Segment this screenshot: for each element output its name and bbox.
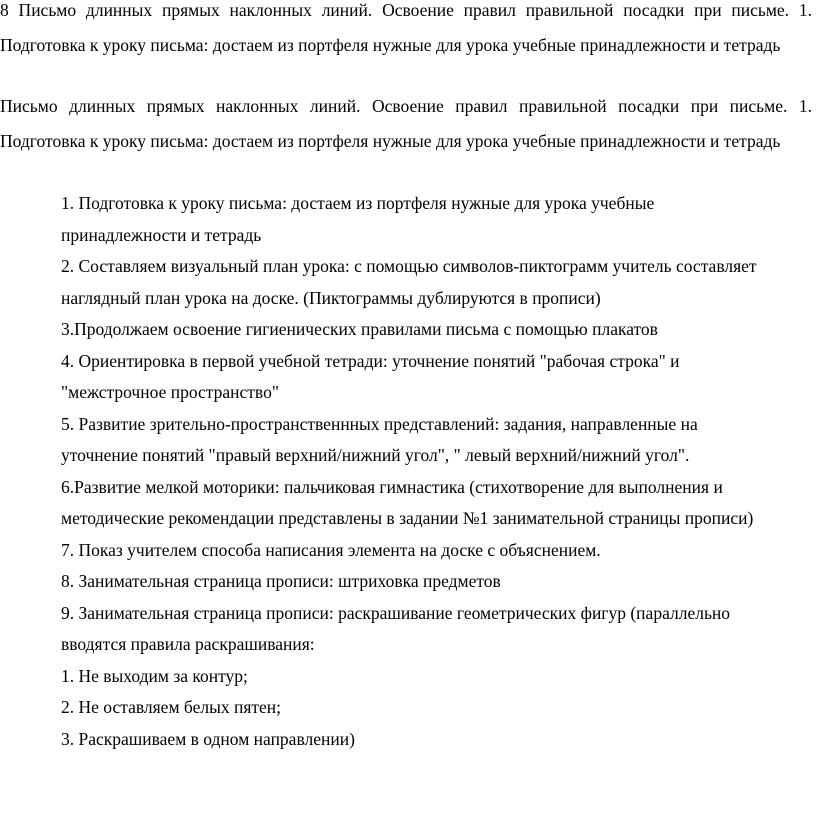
- list-line: методические рекомендации представлены в задании №1 занимательной страницы прописи): [61, 508, 754, 528]
- list-line: наглядный план урока на доске. (Пиктограммы дублируются в прописи): [61, 287, 601, 308]
- list-line: принадлежности и тетрадь: [61, 224, 262, 245]
- list-line: 1. Не выходим за контур;: [61, 665, 248, 686]
- list-line: 8. Занимательная страница прописи: штриховка предметов: [61, 571, 501, 591]
- list-line: 3. Раскрашиваем в одном направлении): [61, 728, 355, 749]
- repeated-paragraph: [0, 90, 812, 158]
- list-line: 7. Показ учителем способа написания элемента на доске с объяснением.: [61, 539, 601, 560]
- repeated-tail-text: 1. Подготовка к уроку письма: достаем из портфеля нужные для урока учебные принадлежности и тетрадь: [0, 96, 812, 151]
- intro-tail-text: 1. Подготовка к уроку письма: достаем из портфеля нужные для урока учебные принадлежности и тетрадь: [0, 0, 812, 55]
- list-line: 4. Ориентировка в первой учебной тетради: уточнение понятий "рабочая строка" и: [61, 350, 680, 371]
- list-line: 6.Развитие мелкой моторики: пальчиковая гимнастика (стихотворение для выполнения и: [61, 476, 723, 497]
- list-line: 1. Подготовка к уроку письма: достаем из портфеля нужные для урока учебные: [61, 193, 655, 213]
- list-line: 2. Не оставляем белых пятен;: [61, 697, 282, 717]
- list-line: 3.Продолжаем освоение гигиенических правилами письма с помощью плакатов: [61, 319, 658, 339]
- repeated-text: Письмо длинных прямых наклонных линий. Освоение правил правильной посадки при письме.: [0, 96, 799, 116]
- lesson-steps-list: [61, 188, 813, 755]
- list-line: 9. Занимательная страница прописи: раскрашивание геометрических фигур (параллельно: [61, 602, 731, 623]
- list-line: "межстрочное пространство": [61, 382, 279, 402]
- intro-text: Письмо длинных прямых наклонных линий. Освоение правил правильной посадки при письме.: [8, 0, 799, 20]
- list-line: вводятся правила раскрашивания:: [61, 634, 315, 654]
- list-line: 5. Развитие зрительно-пространственнных представлений: задания, направленные на: [61, 413, 698, 434]
- intro-paragraph: [0, 0, 812, 62]
- lesson-number: 8: [0, 0, 9, 20]
- list-line: уточнение понятий "правый верхний/нижний угол", " левый верхний/нижний угол".: [61, 445, 690, 465]
- list-line: 2. Составляем визуальный план урока: с помощью символов-пиктограмм учитель составляет: [61, 256, 757, 276]
